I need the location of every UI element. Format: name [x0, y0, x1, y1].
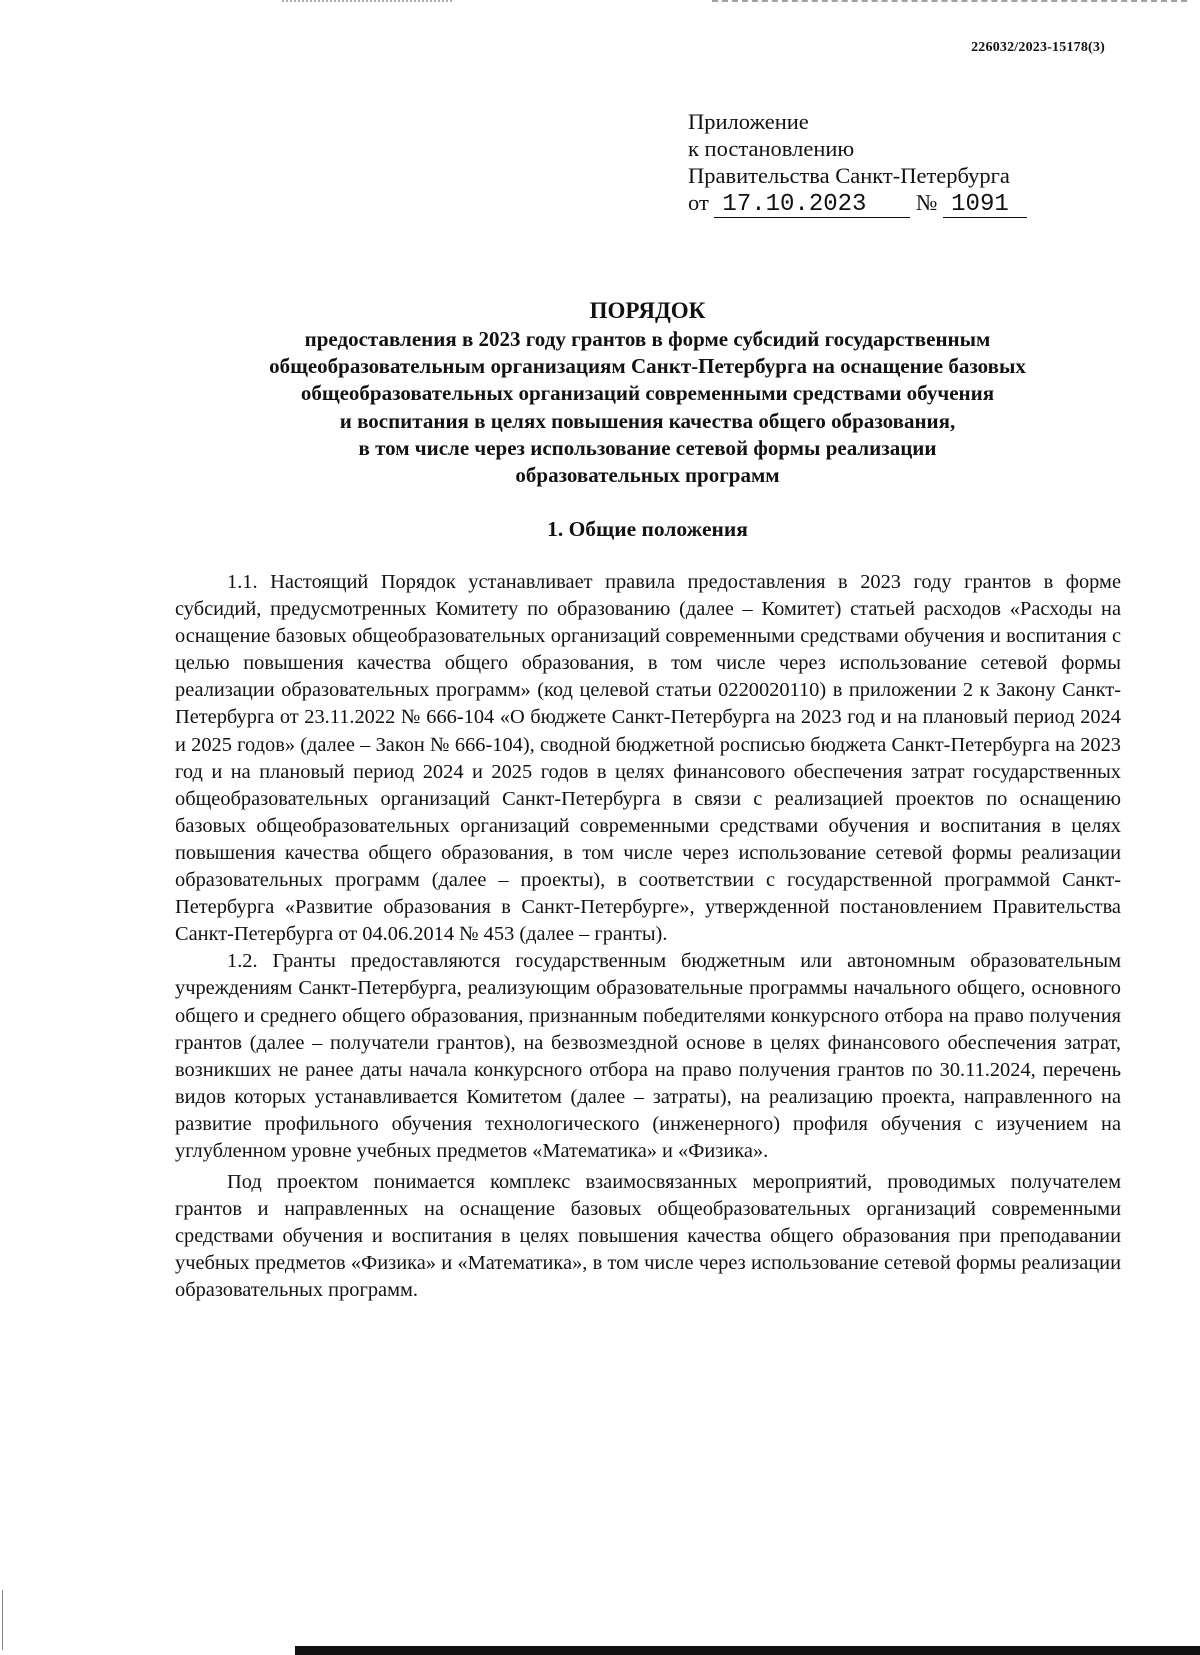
scan-artifact-left-edge: [2, 1590, 3, 1650]
document-title: ПОРЯДОК: [589, 298, 706, 323]
resolution-date: 17.10.2023: [714, 193, 910, 218]
subtitle-line: и воспитания в целях повышения качества общего образования,: [339, 408, 956, 433]
subtitle-line: образовательных программ: [515, 463, 780, 488]
document-body: [175, 569, 1121, 1305]
paragraph-project-definition: Под проектом понимается комплекс взаимосвязанных мероприятий, проводимых получателем грантов и направленных на оснащение базовых общеобразовательных организаций современными средствами обучения и воспитания в целях повышения качества общего образования при преподавании учебных предметов «Физика» и «Математика», в том числе через использование сетевой формы реализации образовательных программ.: [175, 1171, 1121, 1302]
approval-line-government: Правительства Санкт-Петербурга: [688, 163, 1010, 188]
approval-line-appendix: Приложение: [688, 109, 809, 134]
registration-number: 226032/2023-15178(3): [971, 40, 1105, 55]
scan-artifact-top-left: [282, 0, 452, 7]
resolution-number: 1091: [943, 193, 1027, 218]
approval-block: [688, 108, 1027, 218]
subtitle-line: в том числе через использование сетевой формы реализации: [358, 435, 937, 460]
approval-date-line: [688, 189, 1027, 218]
paragraph-1-2: 1.2. Гранты предоставляются государственным бюджетным или автономным образовательным учреждениям Санкт-Петербурга, реализующим образовательные программы начального общего, основного общего и среднего общего образования, признанным победителями конкурсного отбора на право получения грантов (далее – получатели грантов), на безвозмездной основе в целях финансового обеспечения затрат, возникших не ранее даты начала конкурсного отбора на право получения грантов по 30.11.2024, перечень видов которых устанавливается Комитетом (далее – затраты), на реализацию проекта, направленного на развитие профильного обучения технологического (инженерного) профиля обучения с изучением на углубленном уровне учебных предметов «Математика» и «Физика».: [175, 950, 1121, 1162]
scan-artifact-top-right: [712, 0, 1187, 7]
document-heading: [160, 296, 1135, 489]
subtitle-line: предоставления в 2023 году грантов в форме субсидий государственным: [304, 327, 991, 351]
approval-line-resolution: к постановлению: [688, 136, 855, 161]
document-subtitle: [160, 326, 1135, 489]
subtitle-line: общеобразовательным организациям Санкт-Петербурга на оснащение базовых: [269, 354, 1026, 379]
date-prefix: от: [688, 190, 709, 215]
scan-artifact-bottom-bar: [295, 1646, 1200, 1655]
section-heading: 1. Общие положения: [547, 517, 748, 541]
number-prefix: №: [916, 190, 938, 215]
paragraph-1-1: 1.1. Настоящий Порядок устанавливает правила предоставления в 2023 году грантов в форме субсидий, предусмотренных Комитету по образованию (далее – Комитет) статьей расходов «Расходы на оснащение базовых общеобразовательных организаций современными средствами обучения и воспитания с целью повышения качества общего образования, в том числе через использование сетевой формы реализации образовательных программ» (код целевой статьи 0220020110) в приложении 2 к Закону Санкт-Петербурга от 23.11.2022 № 666-104 «О бюджете Санкт-Петербурга на 2023 год и на плановый период 2024 и 2025 годов» (далее – Закон № 666-104), сводной бюджетной росписью бюджета Санкт-Петербурга на 2023 год и на плановый период 2024 и 2025 годов в целях финансового обеспечения затрат государственных общеобразовательных организаций Санкт-Петербурга в связи с реализацией проектов по оснащению базовых общеобразовательных организаций современными средствами обучения и воспитания в целях повышения качества общего образования, в том числе через использование сетевой формы реализации образовательных программ (далее – проекты), в соответствии с государственной программой Санкт-Петербурга «Развитие образования в Санкт-Петербурге», утвержденной постановлением Правительства Санкт-Петербурга от 04.06.2014 № 453 (далее – гранты).: [175, 571, 1121, 946]
subtitle-line: общеобразовательных организаций современными средствами обучения: [300, 381, 995, 406]
